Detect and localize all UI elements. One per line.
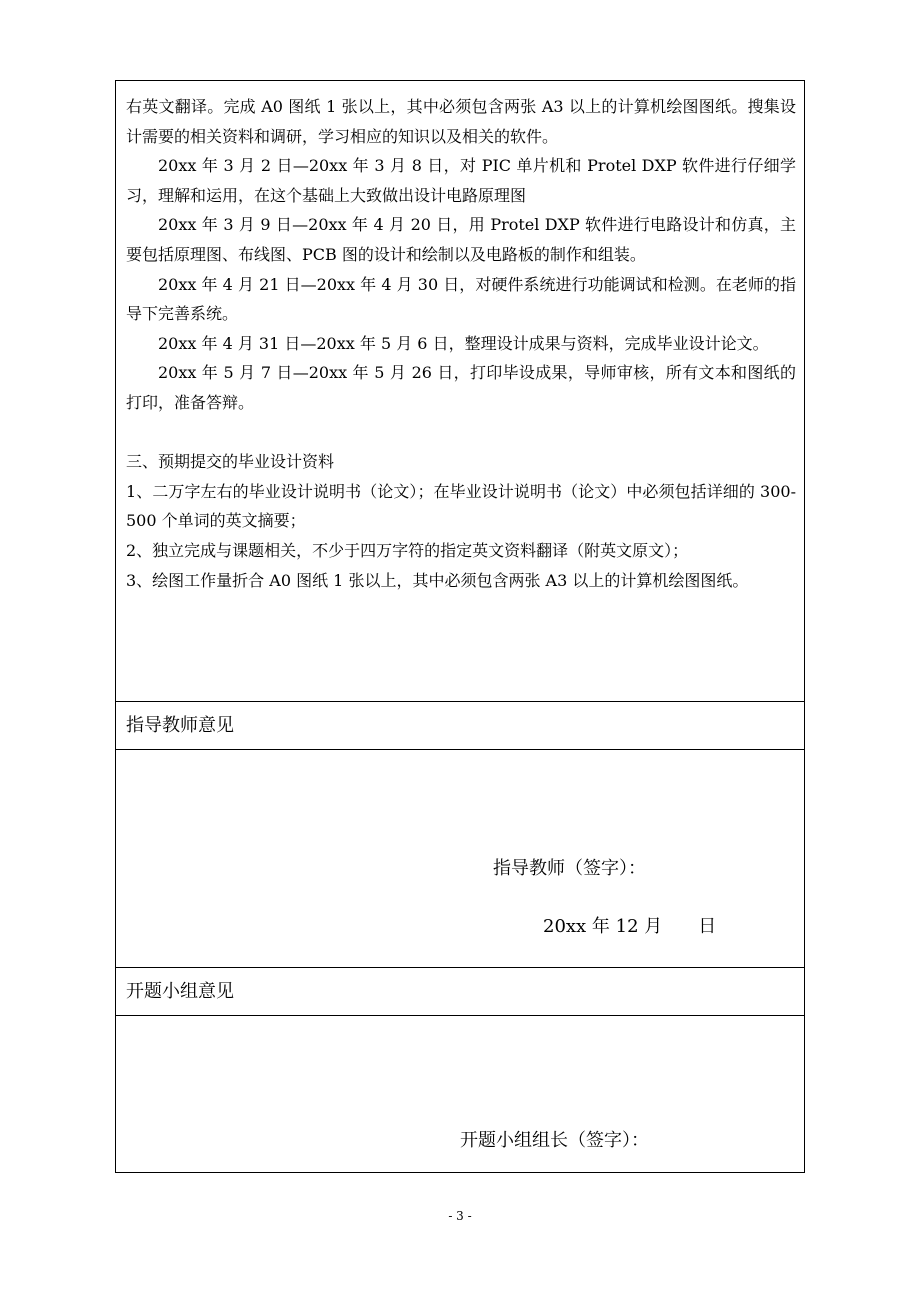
plan-paragraph-5: 20xx 年 4 月 31 日—20xx 年 5 月 6 日，整理设计成果与资料，完成毕业设计论文。	[158, 333, 769, 353]
advisor-opinion-heading: 指导教师意见	[116, 702, 804, 750]
advisor-opinion-body	[116, 750, 804, 968]
plan-paragraph-1: 右英文翻译。完成 A0 图纸 1 张以上，其中必须包含两张 A3 以上的计算机绘图图纸。搜集设计需要的相关资料和调研，学习相应的知识以及相关的软件。	[126, 97, 796, 146]
group-leader-signature-label: 开题小组组长（签字）：	[460, 1130, 649, 1151]
advisor-signature-label: 指导教师（签字）：	[493, 858, 646, 879]
group-opinion-heading: 开题小组意见	[116, 968, 804, 1016]
deliverables-heading: 三、预期提交的毕业设计资料	[126, 452, 335, 472]
advisor-date: 20xx 年 12 月 日	[543, 916, 717, 937]
blank-line	[126, 418, 796, 448]
proposal-form-table	[115, 80, 805, 1173]
deliverable-item-3: 3、绘图工作量折合 A0 图纸 1 张以上，其中必须包含两张 A3 以上的计算机绘图图纸。	[126, 570, 749, 590]
plan-paragraph-3: 20xx 年 3 月 9 日—20xx 年 4 月 20 日，用 Protel DXP 软件进行电路设计和仿真，主要包括原理图、布线图、PCB 图的设计和绘制以及电路板的制作和组装。	[126, 215, 796, 264]
group-opinion-body	[116, 1016, 804, 1172]
plan-paragraph-6: 20xx 年 5 月 7 日—20xx 年 5 月 26 日，打印毕设成果，导师审核，所有文本和图纸的打印，准备答辩。	[126, 363, 796, 412]
plan-paragraph-4: 20xx 年 4 月 21 日—20xx 年 4 月 30 日，对硬件系统进行功能调试和检测。在老师的指导下完善系统。	[126, 274, 796, 324]
page-number: - 3 -	[448, 1209, 472, 1223]
plan-paragraph-2: 20xx 年 3 月 2 日—20xx 年 3 月 8 日，对 PIC 单片机和 Protel DXP 软件进行仔细学习，理解和运用，在这个基础上大致做出设计电路原理图	[126, 156, 796, 205]
plan-section	[116, 81, 804, 702]
deliverable-item-2: 2、独立完成与课题相关，不少于四万字符的指定英文资料翻译（附英文原文）；	[126, 540, 689, 560]
deliverable-item-1: 1、二万字左右的毕业设计说明书（论文）；在毕业设计说明书（论文）中必须包括详细的 300-500 个单词的英文摘要；	[126, 481, 796, 531]
